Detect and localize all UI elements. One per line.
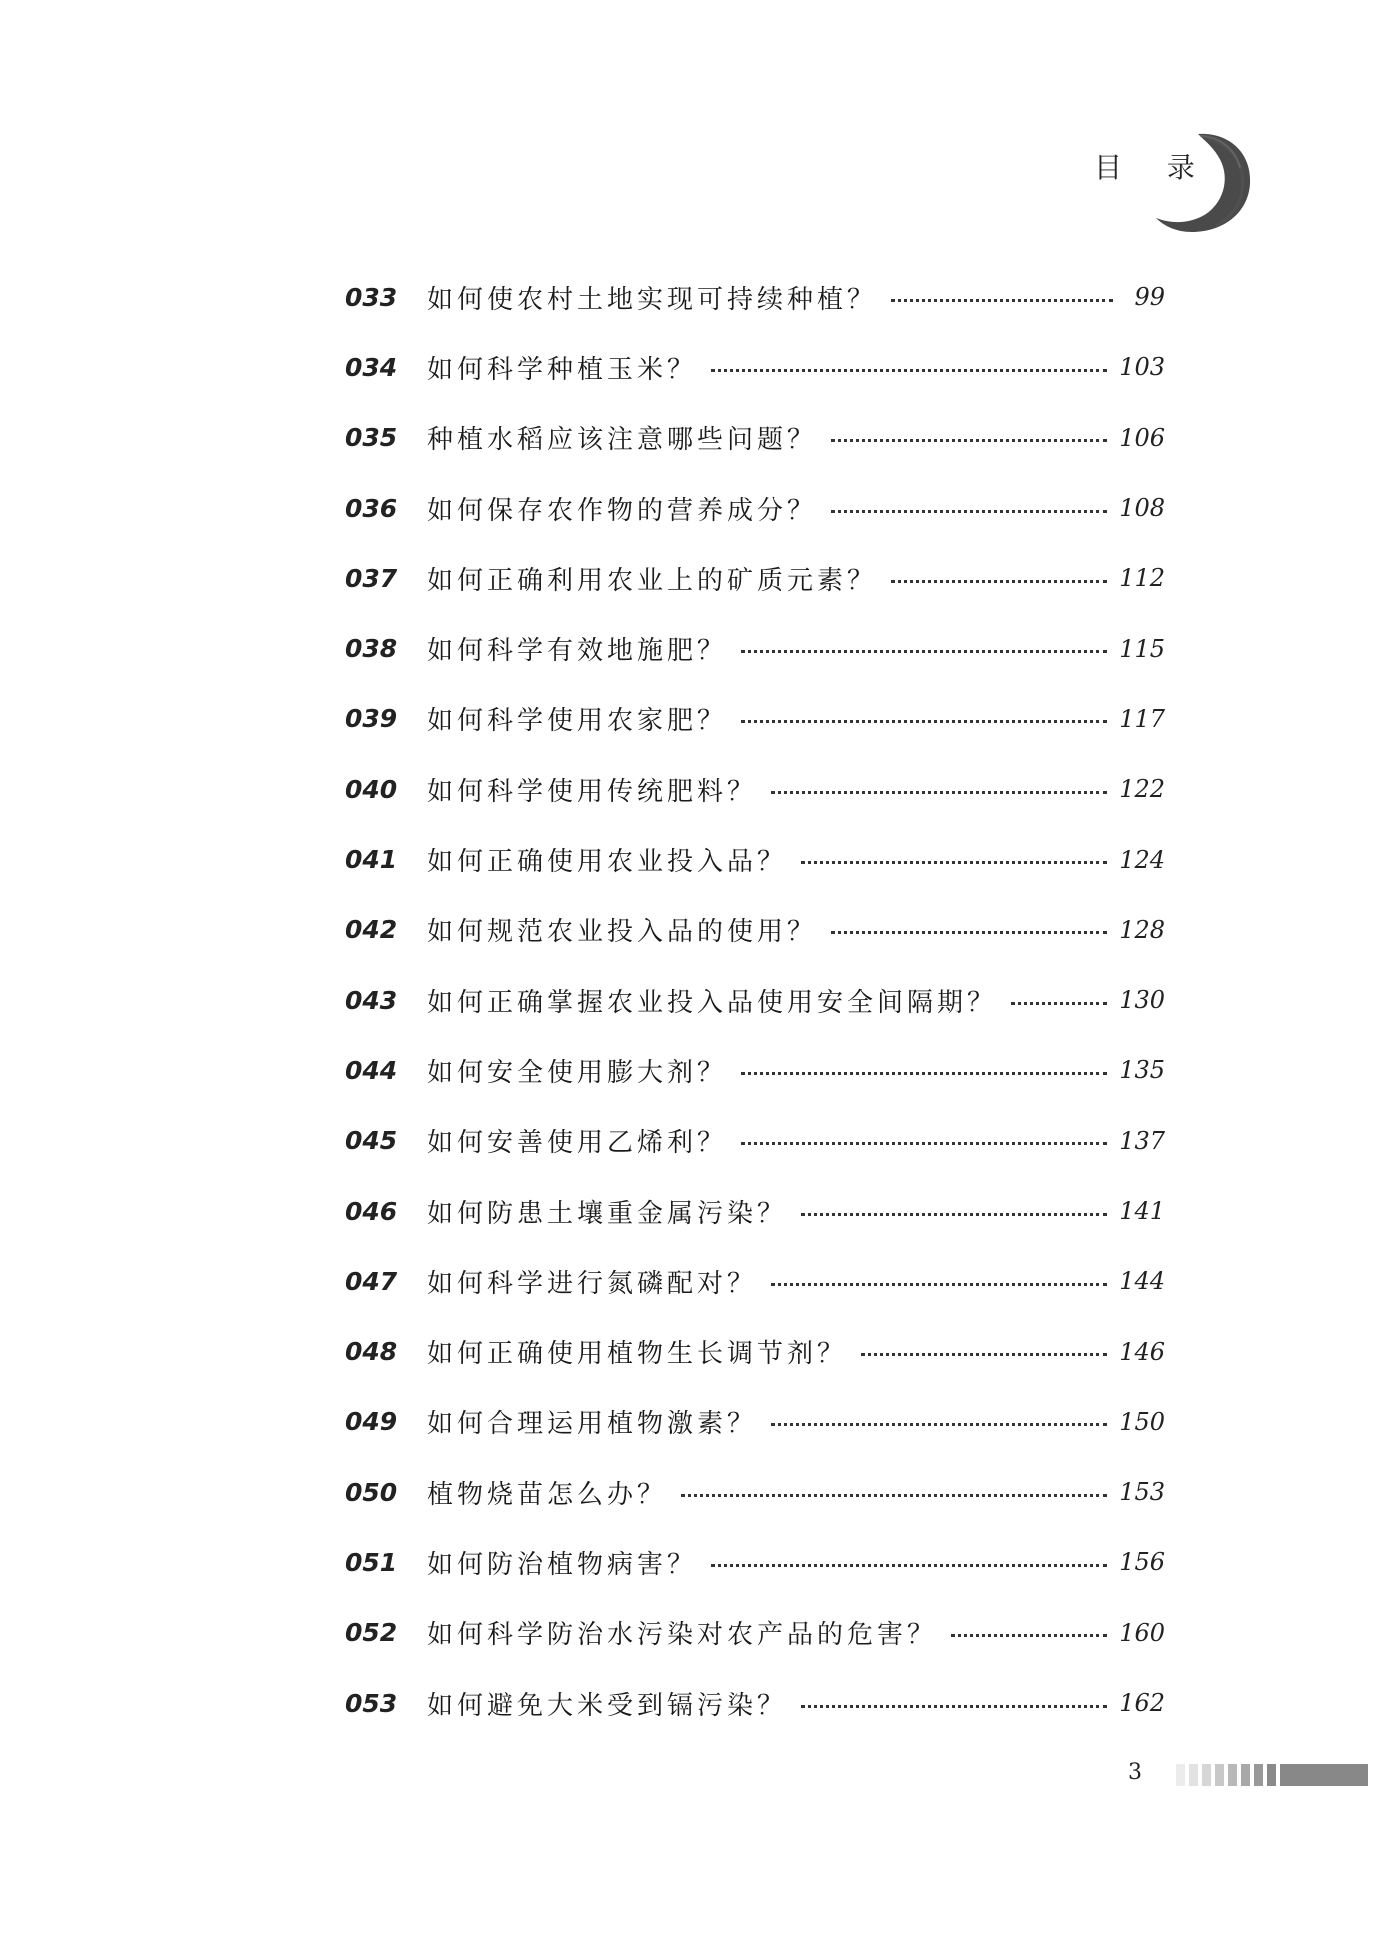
toc-entry-title: 如何科学进行氮磷配对？: [427, 1268, 758, 1299]
toc-entry[interactable]: [345, 754, 1165, 824]
toc-entry[interactable]: [345, 1598, 1165, 1668]
toc-entry-number: 052: [345, 1618, 398, 1648]
toc-entry-title: 如何防患土壤重金属污染？: [427, 1198, 788, 1229]
toc-entry-number: 050: [345, 1477, 398, 1507]
toc-entry-title: 如何合理运用植物激素？: [427, 1409, 758, 1440]
toc-entry-number: 043: [345, 985, 398, 1015]
toc-entry[interactable]: [345, 262, 1165, 332]
footer-stripe: [1202, 1764, 1211, 1786]
toc-entry[interactable]: [345, 1668, 1165, 1738]
toc-entry-page: 141: [1119, 1197, 1165, 1225]
footer-stripe: [1189, 1764, 1198, 1786]
toc-entry-page: 106: [1119, 423, 1165, 452]
toc-entry-title: 如何科学防治水污染对农产品的危害？: [427, 1620, 938, 1651]
toc-entry-page: 146: [1119, 1337, 1165, 1366]
toc-entry-page: 108: [1119, 494, 1165, 523]
toc-entry-title: 种植水稻应该注意哪些问题？: [427, 425, 818, 456]
toc-entry-page: 99: [1134, 283, 1165, 312]
toc-entry-page: 160: [1119, 1618, 1165, 1647]
footer-decorative-bar: [1176, 1764, 1368, 1786]
toc-dot-leader: [831, 510, 1107, 513]
toc-entry-number: 037: [345, 563, 398, 593]
toc-entry-number: 039: [345, 704, 398, 734]
toc-entry-page: 115: [1119, 634, 1165, 663]
toc-dot-leader: [771, 791, 1107, 794]
toc-entry-number: 053: [345, 1688, 398, 1718]
toc-dot-leader: [711, 1564, 1107, 1567]
toc-entry-page: 103: [1119, 353, 1165, 382]
toc-entry[interactable]: [345, 1316, 1165, 1386]
toc-dot-leader: [741, 720, 1107, 723]
toc-entry[interactable]: [345, 1035, 1165, 1105]
footer-stripe: [1215, 1764, 1224, 1786]
page-number: 3: [1128, 1760, 1142, 1785]
toc-entry-title: 如何科学使用农家肥？: [427, 706, 728, 737]
toc-entry-title: 如何科学有效地施肥？: [427, 636, 728, 667]
toc-entry-title: 如何规范农业投入品的使用？: [427, 917, 818, 948]
toc-dot-leader: [771, 1423, 1107, 1426]
toc-entry-number: 047: [345, 1266, 398, 1296]
toc-heading: 目 录: [1094, 151, 1213, 184]
toc-entry-number: 034: [345, 352, 398, 382]
toc-entry-page: 112: [1119, 564, 1165, 593]
toc-entry[interactable]: [345, 1387, 1165, 1457]
toc-entry-number: 045: [345, 1126, 398, 1156]
footer-stripe: [1254, 1764, 1263, 1786]
toc-entry-page: 153: [1119, 1478, 1165, 1507]
toc-entry-title: 如何科学种植玉米？: [427, 354, 698, 385]
toc-entry[interactable]: [345, 965, 1165, 1035]
toc-entry-number: 036: [345, 493, 398, 523]
footer-solid-bar: [1280, 1764, 1368, 1786]
toc-entry-page: 137: [1119, 1126, 1165, 1155]
toc-entry-page: 144: [1119, 1267, 1165, 1296]
toc-entry-title: 如何正确使用农业投入品？: [427, 847, 788, 878]
toc-entry-page: 130: [1119, 986, 1165, 1015]
toc-entry[interactable]: [345, 473, 1165, 543]
toc-dot-leader: [891, 580, 1107, 583]
toc-dot-leader: [741, 1072, 1107, 1075]
toc-entry-number: 041: [345, 845, 398, 875]
toc-entry[interactable]: [345, 543, 1165, 613]
footer-stripe: [1267, 1764, 1276, 1786]
toc-entry[interactable]: [345, 1457, 1165, 1527]
toc-entry-title: 如何正确使用植物生长调节剂？: [427, 1339, 848, 1370]
toc-entry-title: 如何正确掌握农业投入品使用安全间隔期？: [427, 987, 998, 1018]
toc-dot-leader: [891, 299, 1113, 302]
toc-entry-page: 156: [1119, 1548, 1165, 1577]
toc-entry-number: 048: [345, 1337, 398, 1367]
toc-dot-leader: [861, 1353, 1107, 1356]
toc-entry-number: 044: [345, 1055, 398, 1085]
toc-dot-leader: [1011, 1002, 1107, 1005]
toc-dot-leader: [681, 1494, 1107, 1497]
toc-entry[interactable]: [345, 1527, 1165, 1597]
toc-entry-number: 038: [345, 634, 398, 664]
toc-entry-title: 如何安全使用膨大剂？: [427, 1057, 728, 1088]
toc-entry-title: 如何正确利用农业上的矿质元素？: [427, 565, 878, 596]
toc-entry[interactable]: [345, 824, 1165, 894]
toc-entry-number: 051: [345, 1547, 398, 1577]
toc-dot-leader: [951, 1634, 1107, 1637]
toc-dot-leader: [771, 1283, 1107, 1286]
toc-dot-leader: [801, 1705, 1107, 1708]
toc-entry[interactable]: [345, 684, 1165, 754]
table-of-contents: [345, 262, 1165, 1738]
page-footer: [1128, 1760, 1368, 1790]
toc-entry-page: 150: [1119, 1407, 1165, 1436]
chapter-header: [1080, 128, 1260, 238]
toc-entry[interactable]: [345, 1106, 1165, 1176]
toc-dot-leader: [741, 1142, 1107, 1145]
toc-entry-title: 如何使农村土地实现可持续种植？: [427, 284, 878, 315]
toc-dot-leader: [801, 861, 1107, 864]
toc-dot-leader: [831, 439, 1107, 442]
toc-entry-number: 049: [345, 1407, 398, 1437]
toc-entry-title: 如何保存农作物的营养成分？: [427, 495, 818, 526]
toc-entry-number: 040: [345, 774, 398, 804]
toc-entry[interactable]: [345, 1176, 1165, 1246]
toc-entry-number: 042: [345, 915, 398, 945]
toc-dot-leader: [711, 369, 1107, 372]
toc-entry-title: 如何防治植物病害？: [427, 1549, 698, 1580]
toc-entry-title: 植物烧苗怎么办？: [427, 1479, 668, 1510]
toc-dot-leader: [801, 1213, 1107, 1216]
toc-entry-page: 128: [1119, 915, 1165, 944]
toc-entry-page: 124: [1119, 845, 1165, 874]
toc-entry[interactable]: [345, 895, 1165, 965]
toc-dot-leader: [831, 931, 1107, 934]
toc-entry-title: 如何科学使用传统肥料？: [427, 776, 758, 807]
toc-entry-page: 162: [1119, 1689, 1165, 1718]
toc-entry[interactable]: [345, 613, 1165, 683]
toc-dot-leader: [741, 650, 1107, 653]
toc-entry-title: 如何避免大米受到镉污染？: [427, 1690, 788, 1721]
toc-entry[interactable]: [345, 332, 1165, 402]
toc-entry-page: 122: [1119, 775, 1165, 804]
toc-entry[interactable]: [345, 1246, 1165, 1316]
toc-entry-number: 035: [345, 423, 398, 453]
toc-entry-page: 135: [1119, 1056, 1165, 1085]
toc-entry-page: 117: [1119, 704, 1165, 733]
toc-entry-number: 033: [345, 282, 398, 312]
footer-stripe: [1176, 1764, 1185, 1786]
toc-entry-title: 如何安善使用乙烯利？: [427, 1128, 728, 1159]
footer-stripe: [1228, 1764, 1237, 1786]
toc-entry-number: 046: [345, 1196, 398, 1226]
toc-entry[interactable]: [345, 403, 1165, 473]
footer-stripe: [1241, 1764, 1250, 1786]
